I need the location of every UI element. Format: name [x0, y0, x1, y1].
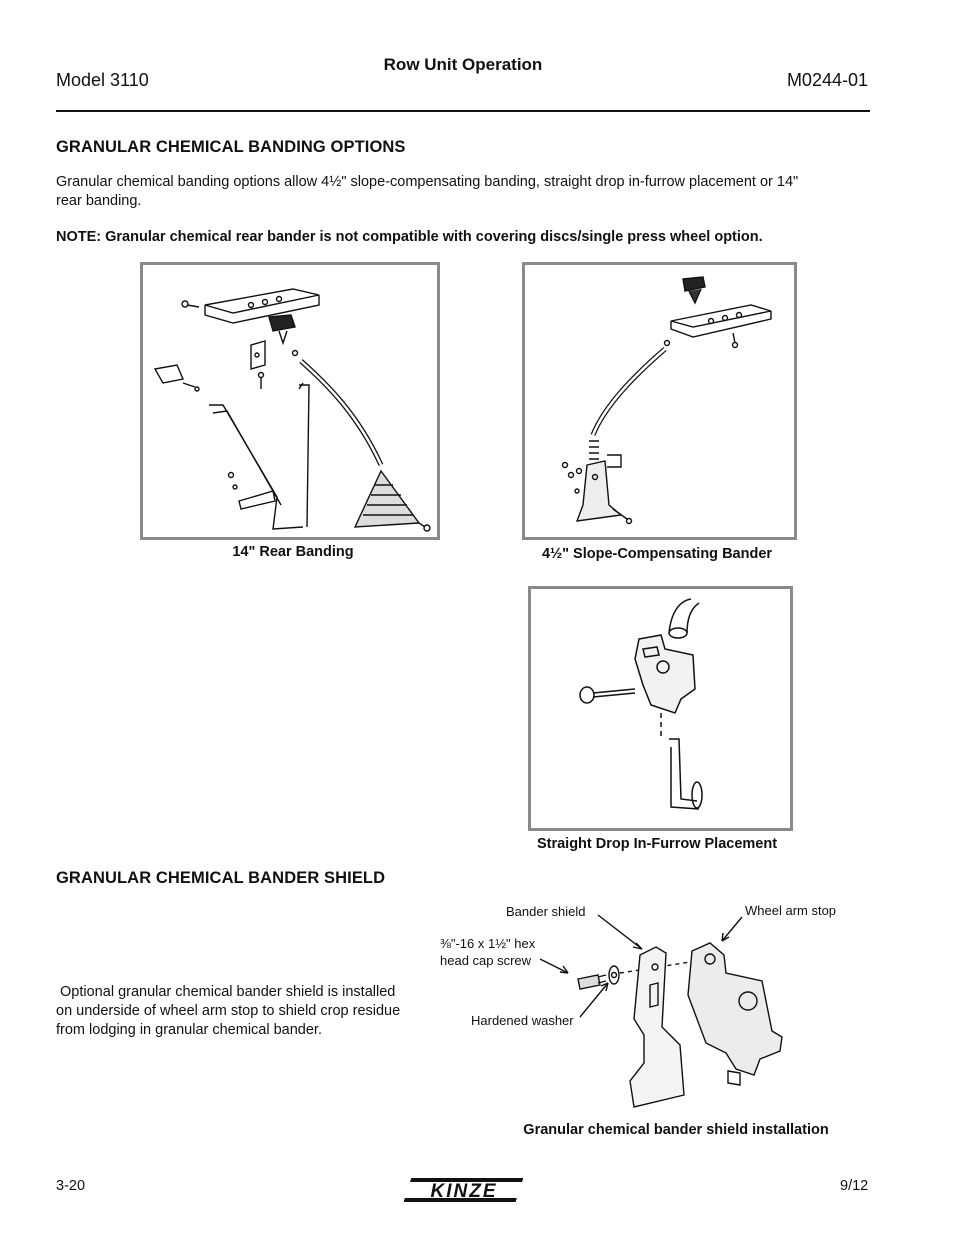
kinze-logo-text: KINZE	[430, 1181, 498, 1202]
bander-shield-caption: Granular chemical bander shield installation	[523, 1122, 829, 1138]
paragraph-line: rear banding.	[56, 193, 142, 209]
straight-drop-caption: Straight Drop In-Furrow Placement	[536, 836, 778, 852]
straight-drop-illustration	[531, 589, 790, 828]
bander-shield-paragraph	[56, 983, 436, 1040]
model-label: Model 3110	[56, 70, 149, 90]
section-heading-bander-shield: GRANULAR CHEMICAL BANDER SHIELD	[56, 869, 386, 887]
straight-drop-figure	[528, 586, 793, 831]
bander-shield-figure	[430, 895, 870, 1115]
callout-hardened-washer: Hardened washer	[471, 1013, 574, 1028]
header-rule	[56, 110, 870, 112]
compatibility-note: NOTE: Granular chemical rear bander is not compatible with covering discs/single press wheel option.	[56, 229, 763, 245]
paragraph-line: from lodging in granular chemical bander.	[56, 1022, 322, 1038]
callout-cap-screw	[440, 935, 535, 969]
paragraph-line: on underside of wheel arm stop to shield crop residue	[56, 1003, 401, 1019]
callout-line: ⅜"-16 x 1½" hex	[440, 936, 536, 951]
page-number: 3-20	[56, 1178, 86, 1194]
revision-date: 9/12	[840, 1178, 869, 1194]
page-section-title: Row Unit Operation	[383, 55, 543, 74]
kinze-logo-mark	[404, 1176, 524, 1204]
rear-banding-caption: 14" Rear Banding	[232, 544, 354, 560]
rear-banding-illustration	[143, 265, 437, 537]
section-heading-banding-options: GRANULAR CHEMICAL BANDING OPTIONS	[56, 138, 406, 156]
banding-options-paragraph	[56, 173, 876, 211]
slope-bander-caption: 4½" Slope-Compensating Bander	[541, 546, 773, 562]
callout-wheel-arm-stop: Wheel arm stop	[745, 903, 837, 918]
paragraph-line: Optional granular chemical bander shield is installed	[56, 984, 396, 1000]
slope-bander-figure	[522, 262, 797, 540]
paragraph-line: Granular chemical banding options allow 4½" slope-compensating banding, straight drop in-furrow placement or 14"	[56, 174, 799, 190]
rear-banding-figure	[140, 262, 440, 540]
callout-line: head cap screw	[440, 953, 532, 968]
manual-number: M0244-01	[786, 70, 868, 90]
callout-bander-shield: Bander shield	[506, 904, 586, 919]
slope-bander-illustration	[525, 265, 794, 537]
kinze-logo	[404, 1176, 524, 1204]
bander-shield-illustration	[430, 895, 870, 1115]
